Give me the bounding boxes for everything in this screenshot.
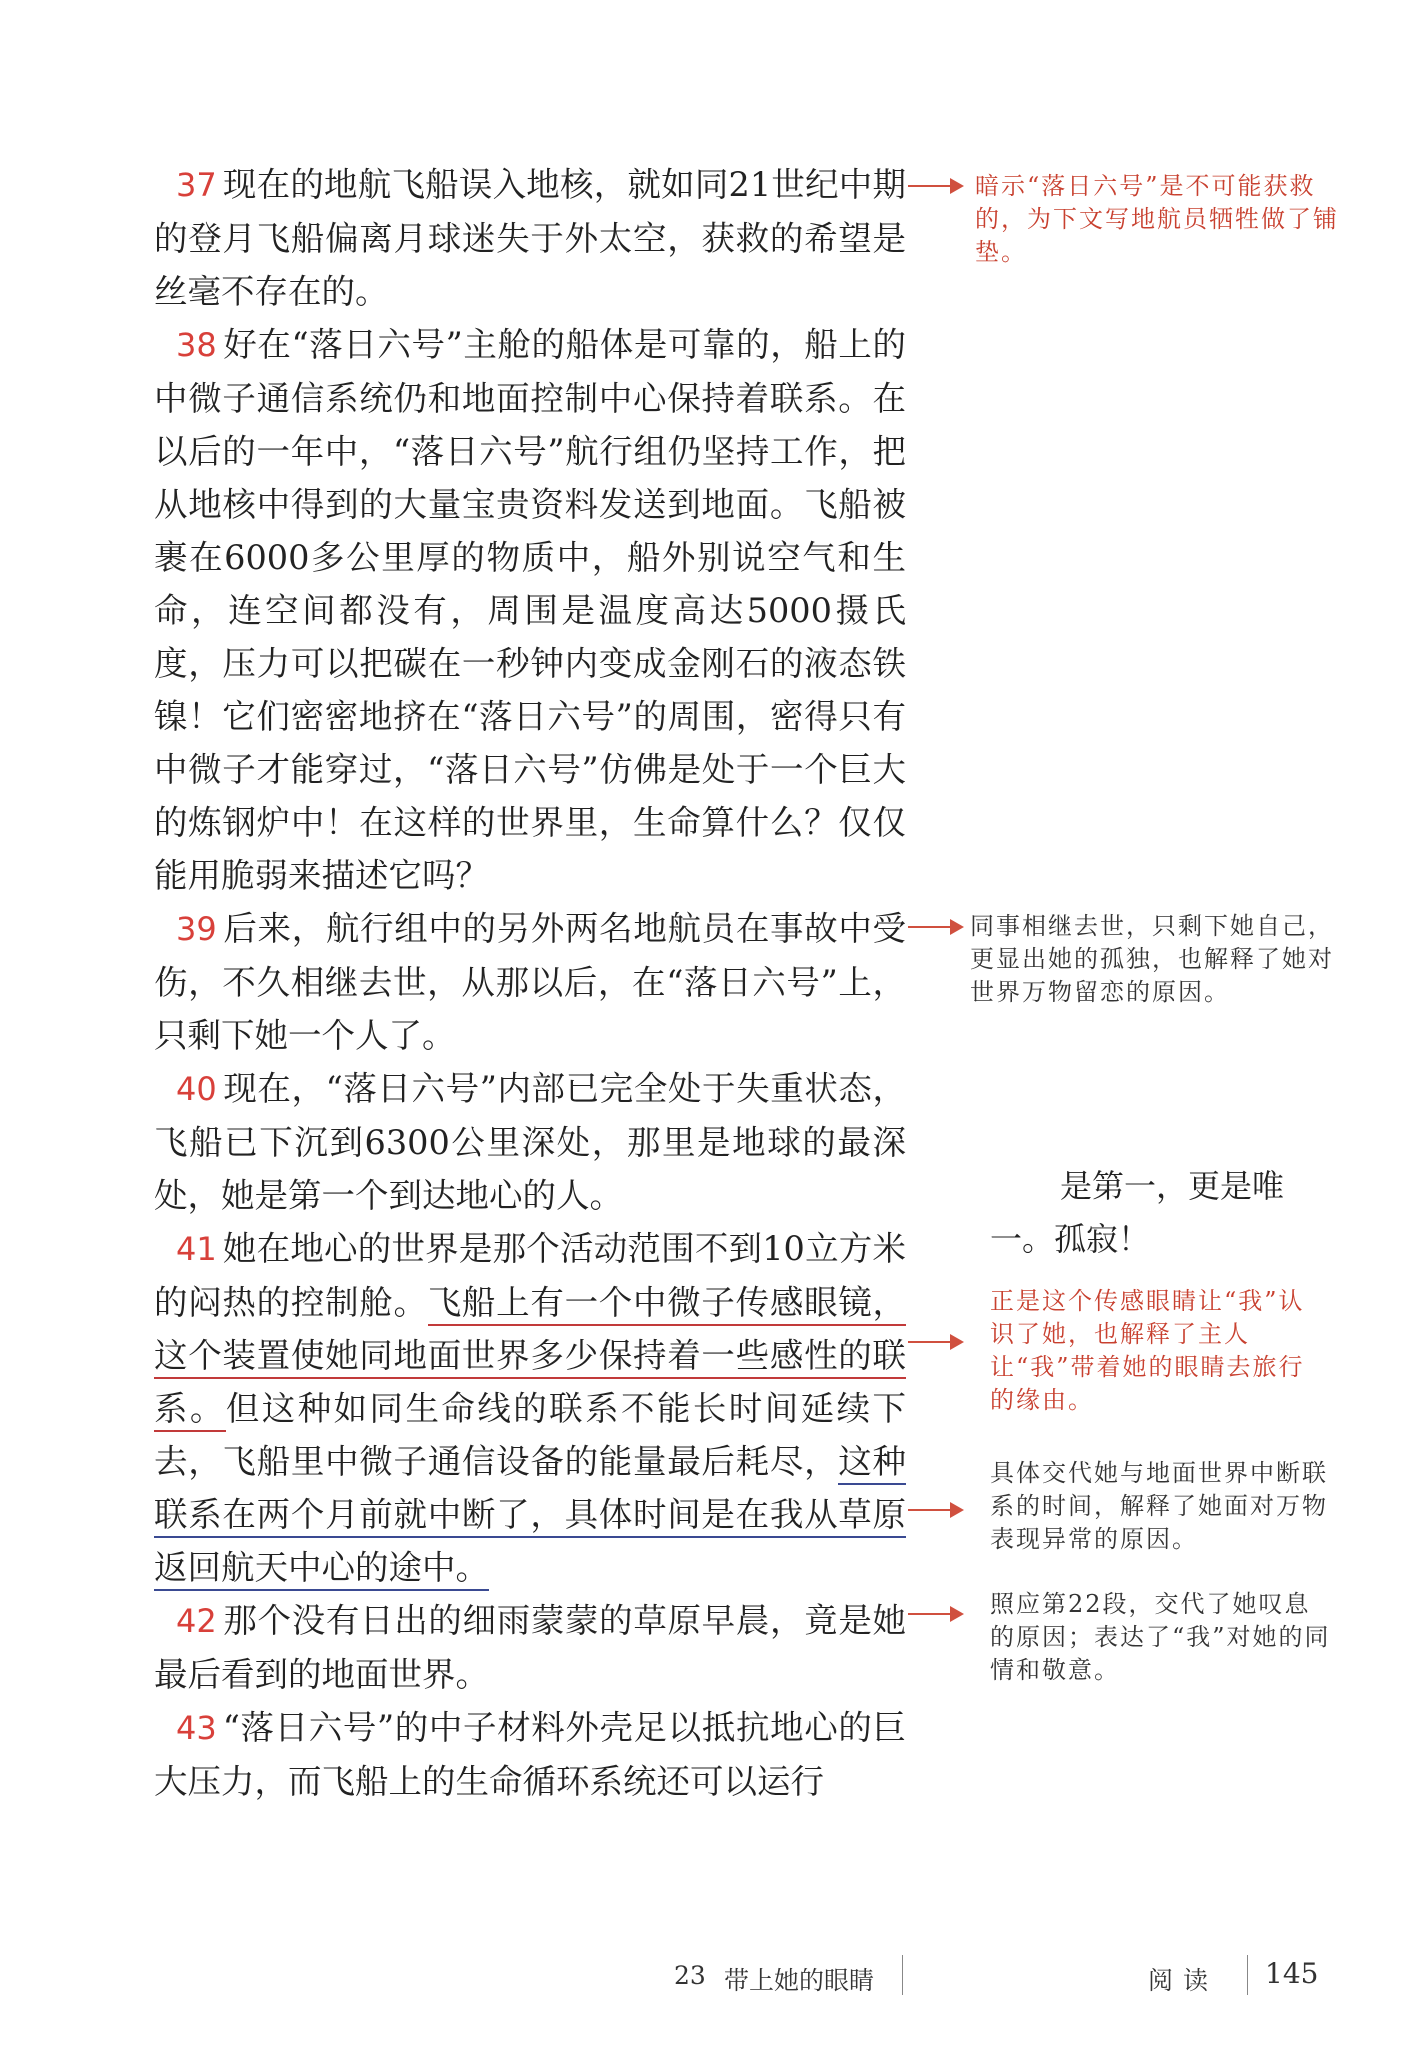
page-footer (0, 1955, 1420, 1995)
paragraph-text: 现在的地航飞船误入地核，就如同21世纪中期的登月飞船偏离月球迷失于外太空，获救的希望是丝毫不存在的。 (154, 165, 906, 311)
paragraph-39 (154, 902, 906, 1062)
paragraph-number: 39 (176, 910, 217, 948)
arrow-icon (908, 1341, 962, 1343)
margin-note: 具体交代她与地面世界中断联系的时间，解释了她面对万物表现异常的原因。 (990, 1459, 1328, 1553)
footer-divider (902, 1955, 903, 1995)
arrow-icon (908, 185, 962, 187)
section-name: 阅读 (1148, 1966, 1219, 1995)
margin-note: 照应第22段，交代了她叹息的原因；表达了“我”对她的同情和敬意。 (990, 1590, 1331, 1684)
paragraph-number: 43 (176, 1709, 217, 1747)
paragraph-number: 37 (176, 166, 217, 204)
paragraph-text: 那个没有日出的细雨蒙蒙的草原早晨，竟是她最后看到的地面世界。 (154, 1601, 906, 1694)
arrow-icon (908, 1613, 962, 1615)
paragraph-37 (154, 158, 906, 318)
footer-divider (1247, 1955, 1248, 1995)
handwritten-comment: 是第一，更是唯一。孤寂！ (990, 1167, 1285, 1258)
paragraph-42 (154, 1594, 906, 1701)
paragraph-43 (154, 1701, 906, 1808)
arrow-icon (908, 1509, 962, 1511)
paragraph-text: 她在地心的世界是那个活动范围不到10立方米的闷热的控制舱。 (154, 1229, 906, 1322)
paragraph-38 (154, 318, 906, 902)
paragraph-40 (154, 1062, 906, 1222)
paragraph-text: 但这种如同生命线的联系不能长时间延续下去，飞船里中微子通信设备的能量最后耗尽， (154, 1389, 907, 1481)
paragraph-text: 现在，“落日六号”内部已完全处于失重状态，飞船已下沉到6300公里深处，那里是地球的最深处，她是第一个到达地心的人。 (154, 1069, 906, 1215)
margin-note: 同事相继去世，只剩下她自己，更显出她的孤独，也解释了她对世界万物留恋的原因。 (970, 912, 1334, 1006)
paragraph-number: 40 (176, 1070, 217, 1108)
paragraph-text: 好在“落日六号”主舱的船体是可靠的，船上的中微子通信系统仍和地面控制中心保持着联系。在以后的一年中，“落日六号”航行组仍坚持工作，把从地核中得到的大量宝贵资料发送到地面。飞船被裹在6000多公里厚的物质中，船外别说空气和生命，连空间都没有，周围是温度高达5000摄氏度，压力可以把碳在一秒钟内变成金刚石的液态铁镍！它们密密地挤在“落日六号”的周围，密得只有中微子才能穿过，“落日六号”仿佛是处于一个巨大的炼钢炉中！在这样的世界里，生命算什么？仅仅能用脆弱来描述它吗？ (154, 325, 906, 895)
margin-note: 暗示“落日六号”是不可能获救的，为下文写地航员牺牲做了铺垫。 (975, 172, 1339, 266)
main-text (154, 158, 906, 1808)
paragraph-number: 38 (176, 326, 217, 364)
margin-note: 正是这个传感眼睛让“我”认识了她，也解释了主人让“我”带着她的眼睛去旅行的缘由。 (990, 1287, 1305, 1414)
paragraph-text: “落日六号”的中子材料外壳足以抵抗地心的巨大压力，而飞船上的生命循环系统还可以运行 (154, 1708, 906, 1801)
page-number: 145 (1265, 1957, 1319, 1990)
paragraph-number: 42 (176, 1602, 217, 1640)
paragraph-text: 后来，航行组中的另外两名地航员在事故中受伤，不久相继去世，从那以后，在“落日六号”上，只剩下她一个人了。 (154, 909, 906, 1055)
chapter-number: 23 (674, 1961, 706, 1990)
paragraph-number: 41 (176, 1230, 217, 1268)
underlined-sentence-blue: 这种联系在两个月前就中断了，具体时间是在我从草原返回航天中心的途中。 (154, 1442, 906, 1591)
underlined-sentence-red: 飞船上有一个中微子传感眼镜，这个装置使她同地面世界多少保持着一些感性的联系。 (154, 1283, 906, 1432)
paragraph-41 (154, 1222, 906, 1594)
chapter-title: 带上她的眼睛 (724, 1966, 875, 1995)
arrow-icon (908, 926, 962, 928)
